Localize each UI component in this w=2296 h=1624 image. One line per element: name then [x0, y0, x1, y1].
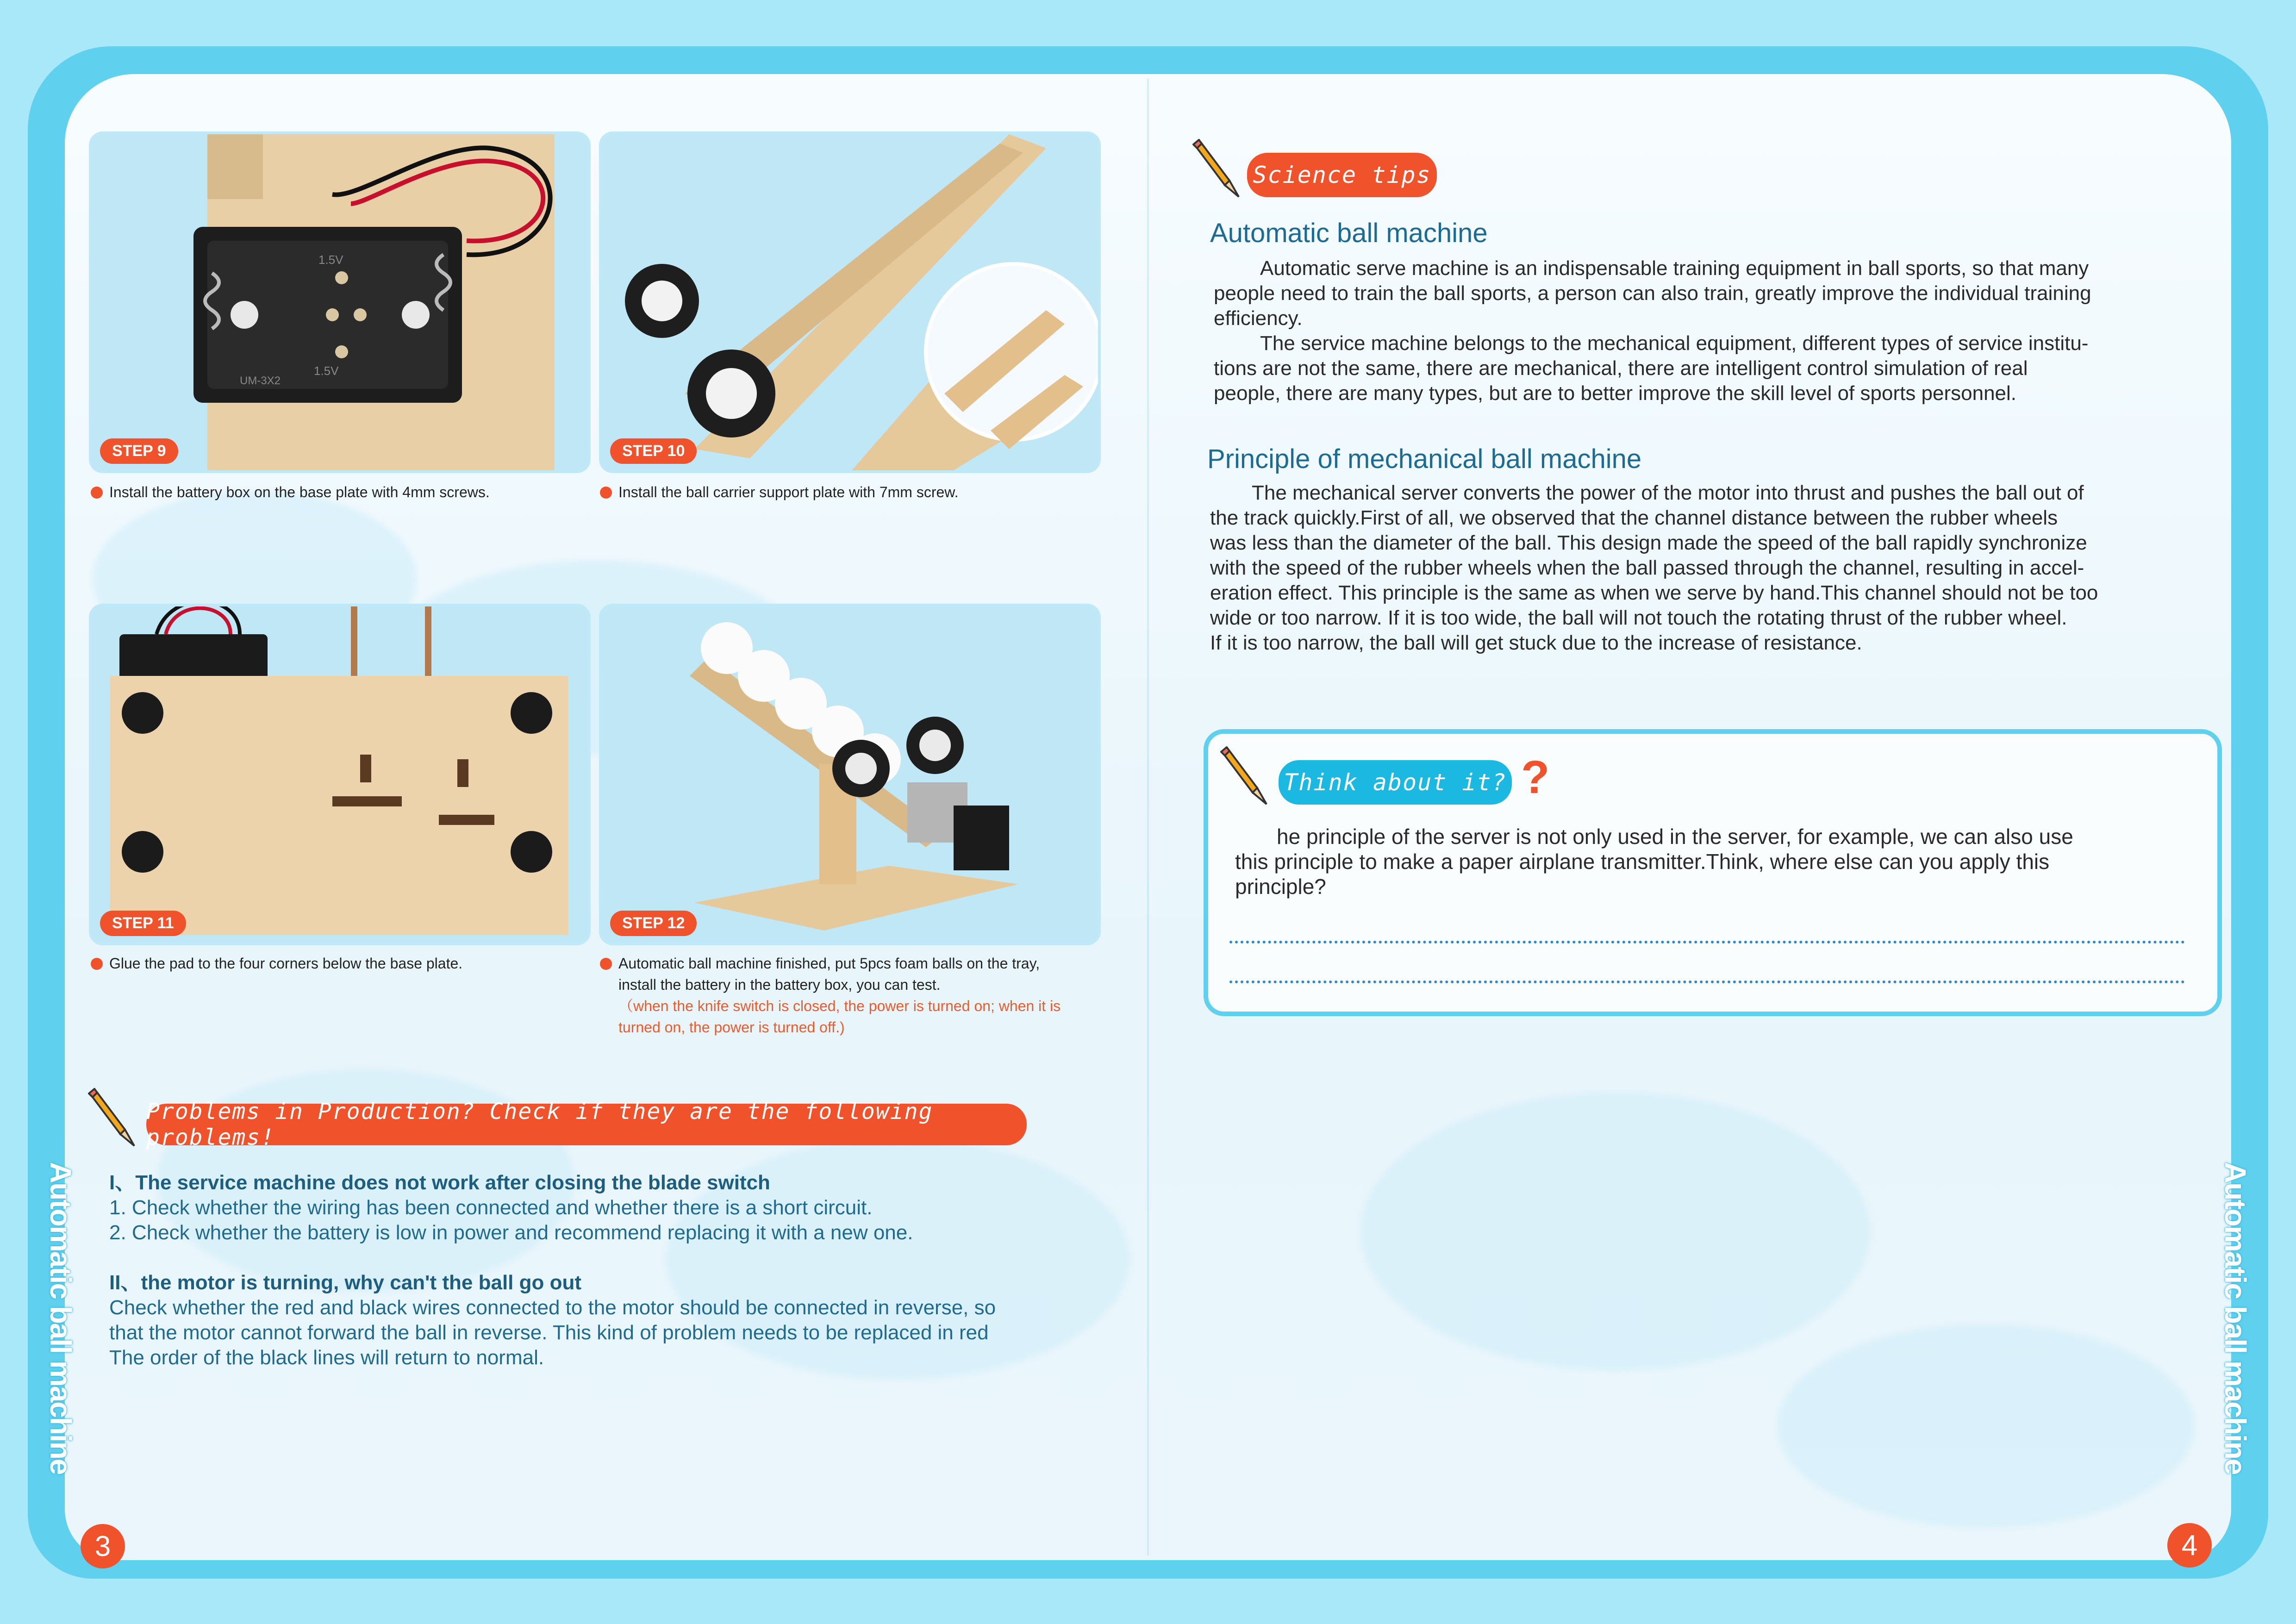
- pencil-icon: [1192, 139, 1243, 199]
- problem-1-line: 2. Check whether the battery is low in power and recommend replacing it with a new one.: [109, 1221, 913, 1244]
- answer-line[interactable]: [1229, 941, 2185, 943]
- problems-banner: Problems in Production? Check if they are the following problems!: [146, 1104, 1027, 1145]
- think-text: he principle of the server is not only used in the server, for example, we can also use this principle to make a paper airplane transmitter.Think, where else can you apply this principle?: [1235, 824, 2073, 899]
- battery-model: UM-3X2: [240, 375, 281, 387]
- problem-1-title: I、The service machine does not work after closing the blade switch: [109, 1171, 770, 1194]
- step-11-photo: [89, 604, 591, 945]
- problem-2-line: The order of the black lines will return to normal.: [109, 1346, 544, 1369]
- pencil-icon: [1220, 746, 1271, 806]
- step-badge: STEP 9: [100, 438, 178, 464]
- problem-2-line: that the motor cannot forward the ball in reverse. This kind of problem needs to be replaced in red: [109, 1321, 989, 1344]
- battery-box-illustration: [92, 134, 588, 470]
- side-label-left: Automatic ball machine: [44, 1162, 77, 1474]
- bullet-dot: [600, 487, 612, 499]
- page-number-right: 4: [2167, 1523, 2212, 1568]
- section-heading: Automatic ball machine: [1210, 218, 1488, 248]
- pencil-icon: [88, 1088, 139, 1148]
- base-plate-illustration: [92, 606, 588, 943]
- ball-carrier-illustration: [602, 134, 1098, 470]
- step-badge: STEP 11: [100, 911, 186, 936]
- bullet-dot: [91, 487, 103, 499]
- page-fold: [1147, 79, 1149, 1555]
- finished-machine-illustration: [602, 606, 1098, 943]
- bullet-dot: [91, 958, 103, 970]
- problem-1-line: 1. Check whether the wiring has been connected and whether there is a short circuit.: [109, 1196, 873, 1219]
- step-12-photo: [599, 604, 1101, 945]
- answer-line[interactable]: [1229, 981, 2185, 983]
- step-11-caption: Glue the pad to the four corners below the base plate.: [91, 953, 462, 974]
- side-label-right: Automatic ball machine: [2219, 1162, 2252, 1474]
- step-9-caption: Install the battery box on the base plate with 4mm screws.: [91, 481, 490, 503]
- page-number-left: 3: [81, 1524, 125, 1568]
- step-badge: STEP 10: [610, 438, 697, 464]
- problems-list: [109, 1170, 1128, 1370]
- step-12-caption: Automatic ball machine finished, put 5pcs foam balls on the tray, install the battery in the battery box, you can test. （when the knife switch is closed, the power is turned on; when it is turned on, the power is turned off.): [600, 953, 1061, 1038]
- step-12-note: （when the knife switch is closed, the power is turned on; when it is: [618, 998, 1061, 1014]
- science-tips-banner: Science tips: [1247, 153, 1437, 197]
- step-10-caption: Install the ball carrier support plate with 7mm screw.: [600, 481, 959, 503]
- problem-2-title: II、the motor is turning, why can't the ball go out: [109, 1271, 582, 1294]
- step-10-photo: [599, 131, 1101, 473]
- step-badge: STEP 12: [610, 911, 697, 936]
- think-about-it-banner: Think about it?: [1279, 760, 1512, 805]
- science-section-2: The mechanical server converts the power of the motor into thrust and pushes the ball out of the track quickly.First of all, we observed that the channel distance between the rubber wheels was less than the diameter of the ball. This design made the speed of the ball rapidly synchronize with the speed of the rubber wheels when the ball passed through the channel, resulting in accel- eration effect. This principle is the same as when we serve by hand.This channel should not be too wide or too narrow. If it is too wide, the ball will not touch the rotating thrust of the rubber wheel. If it is too narrow, the ball will get stuck due to the increase of resistance.: [1210, 481, 2098, 654]
- problem-2-line: Check whether the red and black wires connected to the motor should be connected in reverse, so: [109, 1296, 996, 1319]
- science-section-1: Automatic serve machine is an indispensable training equipment in ball sports, so that many people need to train the ball sports, a person can also train, greatly improve the individual training efficiency. The service machine belongs to the mechanical equipment, different types of service institu- tions are not the same, there are mechanical, there are intelligent control simulation of real people, there are many types, but are to better improve the skill level of sports personnel.: [1214, 257, 2091, 405]
- battery-voltage-top: 1.5V: [318, 253, 343, 267]
- question-mark-icon: ?: [1521, 751, 1550, 803]
- section-heading: Principle of mechanical ball machine: [1207, 444, 1642, 474]
- bullet-dot: [600, 958, 612, 970]
- battery-voltage-bottom: 1.5V: [314, 364, 339, 378]
- step-12-note: turned on, the power is turned off.): [618, 1019, 845, 1036]
- step-9-photo: [89, 131, 591, 473]
